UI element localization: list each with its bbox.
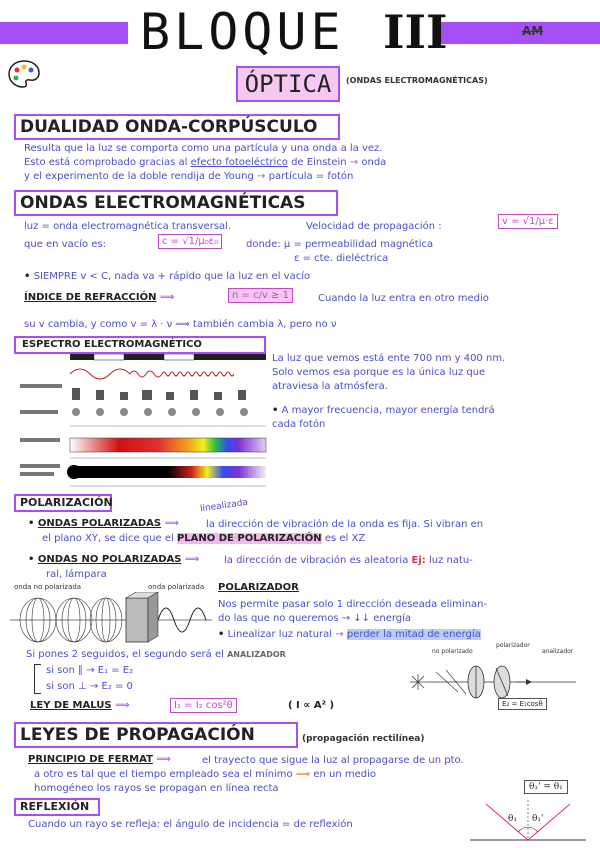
polarizadas-def2-a: el plano XY, se dice que el [42, 533, 174, 544]
polarizador-q3-a: Linealizar luz natural [227, 629, 333, 640]
dualidad-line2-d: onda [361, 157, 387, 168]
efecto-fotoelectrico: efecto fotoeléctrico [190, 157, 288, 168]
section-ondas-title: ONDAS ELECTROMAGNÉTICAS [14, 190, 338, 216]
bracket [34, 664, 41, 694]
indice-refraccion-text: ÍNDICE DE REFRACCIÓN [24, 292, 157, 303]
ondas-l1b: Velocidad de propagación : [306, 221, 442, 232]
equation-velocidad: v = √1/μ·ε [498, 214, 558, 229]
reflexion-eq: θ₁' = θ₁ [524, 780, 568, 794]
equation-indice: n = c/v ≥ 1 [228, 288, 293, 303]
fermat-f1: el trayecto que sigue la luz al propagarse de un pto. [202, 755, 464, 766]
section-espectro-title: ESPECTRO ELECTROMAGNÉTICO [14, 336, 266, 354]
ondas-l5b: Cuando la luz entra en otro medio [318, 293, 489, 304]
ondas-no-polarizadas-row: • ONDAS NO POLARIZADAS ⟹ [28, 554, 200, 565]
ley-malus-label: LEY DE MALUS ⟹ [30, 700, 130, 711]
dualidad-line2-c: de Einstein [291, 157, 347, 168]
polarizador-q3: • Linealizar luz natural → perder la mitad de energía [218, 629, 481, 640]
analizador-line [26, 648, 286, 661]
ley-malus-text: LEY DE MALUS [30, 700, 112, 711]
ondas-siempre: SIEMPRE [33, 271, 78, 282]
no-polarizadas-def-b: luz natu- [428, 555, 473, 566]
label-onda-no-polarizada: onda no polarizada [14, 583, 82, 591]
ondas-no-polarizadas-label: ONDAS NO POLARIZADAS [37, 554, 182, 565]
section-leyes-title: LEYES DE PROPAGACIÓN [14, 722, 298, 748]
section-reflexion-title: REFLEXIÓN [14, 798, 100, 816]
polarizador-q2: do las que no queremos → ↓↓ energía [218, 613, 412, 624]
polarizacion-note: linealizada [199, 497, 249, 515]
fermat-text: PRINCIPIO DE FERMAT [28, 754, 153, 765]
ondas-no-polarizadas-def2: ral, lámpara [46, 569, 107, 580]
optica-subtitle: (ONDAS ELECTROMAGNÉTICAS) [346, 76, 488, 85]
label-onda-polarizada: onda polarizada [148, 583, 205, 591]
polarizer-figure [8, 592, 214, 648]
diag-equation: E₂ = E₁cosθ [498, 698, 547, 710]
ondas-l4: • SIEMPRE v < C, nada va + rápido que la luz en el vacío [24, 271, 311, 282]
polarizador-q1: Nos permite pasar solo 1 dirección deseada eliminan- [218, 599, 488, 610]
espectro-t5: cada fotón [272, 419, 326, 430]
espectro-t3: atraviesa la atmósfera. [272, 381, 388, 392]
plano-polarizacion: PLANO DE POLARIZACIÓN [176, 533, 322, 544]
header-bar-left [0, 22, 128, 44]
diag-label-analizador: analizador [542, 648, 574, 655]
ondas-polarizadas-row: • ONDAS POLARIZADAS ⟹ [28, 518, 179, 529]
reflexion-theta1p: θ₁' [532, 814, 544, 824]
espectro-t1: La luz que vemos está ente 700 nm y 400 nm. [272, 353, 506, 364]
ondas-l2b: donde: μ = permeabilidad magnética [246, 239, 434, 250]
espectro-t4-text: A mayor frecuencia, mayor energía tendrá [281, 405, 495, 416]
analizador-line-a: Si pones 2 seguidos, el segundo será el [26, 649, 224, 660]
ondas-polarizadas-def2 [42, 532, 365, 545]
equation-malus: I₁ = I₂ cos²θ [170, 698, 237, 713]
espectro-t4: • A mayor frecuencia, mayor energía tendrá [272, 405, 495, 416]
ondas-no-polarizadas-def [224, 554, 473, 567]
section-dualidad-title: DUALIDAD ONDA-CORPÚSCULO [14, 114, 340, 140]
ondas-polarizadas-label: ONDAS POLARIZADAS [37, 518, 162, 529]
optica-title: ÓPTICA [236, 66, 340, 102]
section-polarizacion-title: POLARIZACIÓN [14, 494, 112, 512]
perder-mitad-energia: perder la mitad de energía [346, 629, 481, 640]
analizador-s2: si son ∥ → E₁ = E₂ [46, 665, 134, 676]
page-title-roman: III [383, 5, 448, 59]
reflexion-r1: Cuando un rayo se refleja: el ángulo de incidencia = de reflexión [28, 819, 353, 830]
analizador-label: ANALIZADOR [227, 650, 286, 659]
diag-label-no-polarizado: no polarizado [432, 648, 473, 655]
ondas-l6: su v cambia, y como v = λ · ν ⟹ también cambia λ, pero no ν [24, 319, 337, 330]
dualidad-line3-b: partícula = fotón [268, 171, 354, 182]
malus-proportional: ( I ∝ A² ) [288, 700, 335, 711]
dualidad-line2: Esto está comprobado gracias al efecto fotoeléctrico de Einstein → onda [24, 157, 387, 168]
dualidad-line1: Resulta que la luz se comporta como una partícula y una onda a la vez. [24, 143, 383, 154]
spectrum-figure [14, 354, 270, 504]
leyes-subtitle: (propagación rectilínea) [302, 734, 425, 744]
no-polarizadas-ej: Ej: [411, 555, 426, 566]
polarizador-title: POLARIZADOR [218, 582, 299, 593]
ondas-polarizadas-def: la dirección de vibración de la onda es fija. Si vibran en [206, 519, 484, 530]
fermat-f2: a otro es tal que el tiempo empleado sea el mínimo ⟹ en un medio [34, 769, 377, 780]
diag-label-polarizador: polarizador [496, 642, 530, 649]
fermat-f3: homogéneo los rayos se propagan en línea recta [34, 783, 279, 794]
ondas-l4b: v < C, nada va + rápido que la luz en el vacío [80, 271, 311, 282]
reflection-figure [466, 796, 590, 846]
header-tag: AM [522, 24, 544, 38]
indice-refraccion-label: ÍNDICE DE REFRACCIÓN ⟹ [24, 292, 175, 303]
equation-c: c = √1/μ₀ε₀ [158, 234, 222, 249]
fermat-f2-a: a otro es tal que el tiempo empleado sea el mínimo [34, 769, 293, 780]
polarizadas-def2-b: es el XZ [324, 533, 366, 544]
page-title: BLOQUE [140, 3, 345, 61]
fermat-f2-b: en un medio [313, 769, 377, 780]
dualidad-line2-a: Esto está comprobado gracias al [24, 157, 188, 168]
analyzer-figure [406, 654, 582, 710]
header-bar-right [436, 22, 600, 44]
palette-icon [6, 58, 42, 90]
dualidad-line3: y el experimento de la doble rendija de Young → partícula = fotón [24, 171, 354, 182]
espectro-t2: Solo vemos esa porque es la única luz que [272, 367, 486, 378]
ondas-l1a: luz = onda electromagnética transversal. [24, 221, 232, 232]
fermat-label: PRINCIPIO DE FERMAT ⟹ [28, 754, 171, 765]
no-polarizadas-def-a: la dirección de vibración es aleatoria [224, 555, 409, 566]
analizador-s3: si son ⊥ → E₂ = 0 [46, 681, 133, 692]
ondas-l3: ε = cte. dieléctrica [294, 253, 389, 264]
ondas-l2a: que en vacío es: [24, 239, 107, 250]
reflexion-theta1: θ₁ [508, 814, 518, 824]
dualidad-line3-a: y el experimento de la doble rendija de Young [24, 171, 254, 182]
